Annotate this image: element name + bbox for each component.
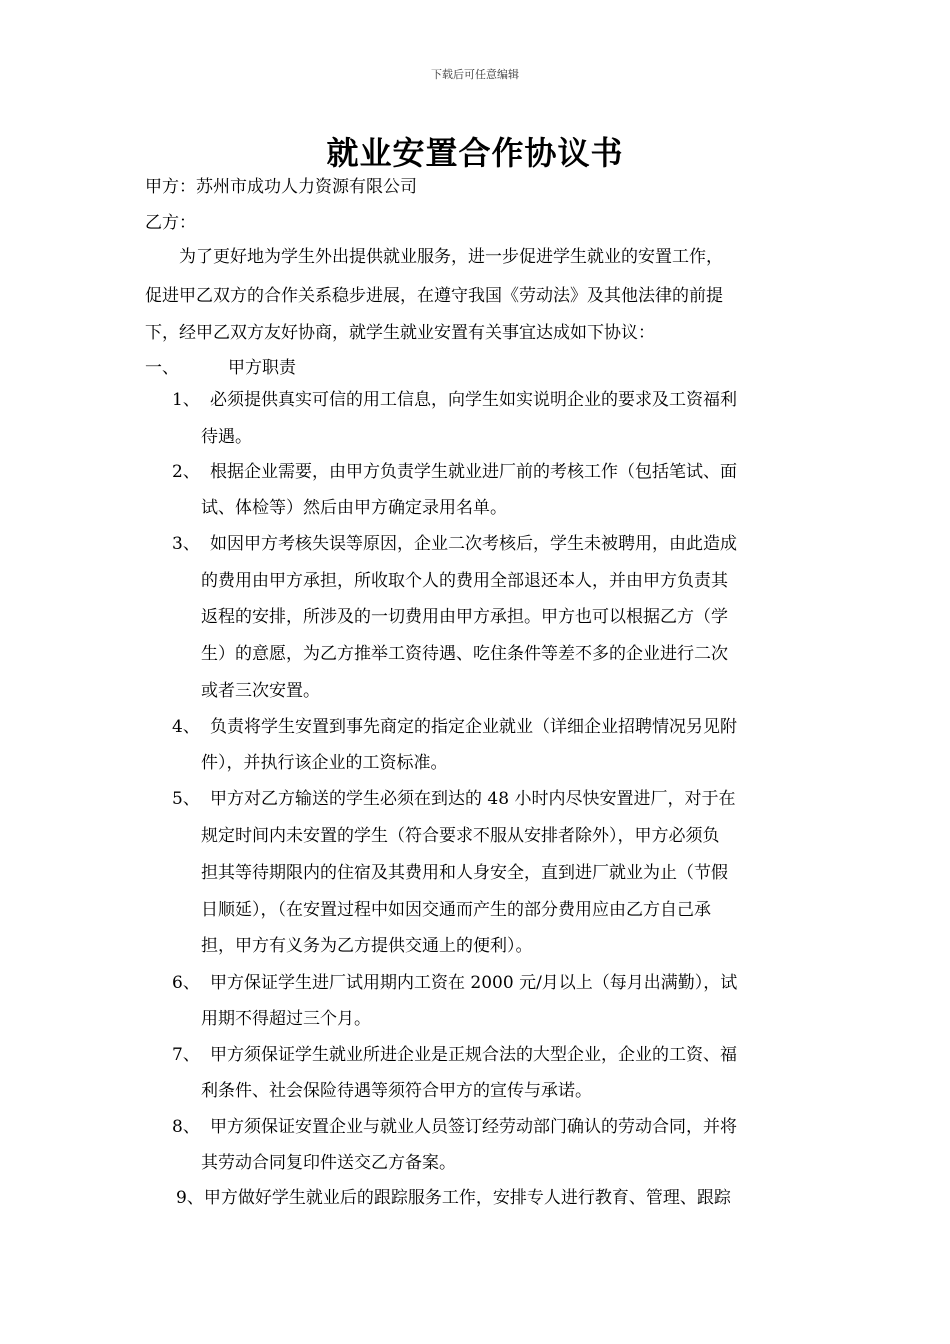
- intro-line: 为了更好地为学生外出提供就业服务，进一步促进学生就业的安置工作，: [145, 247, 723, 267]
- item-line: 甲方对乙方输送的学生必须在到达的 48 小时内尽快安置进厂，对于在: [210, 789, 736, 809]
- party-a: 甲方：苏州市成功人力资源有限公司: [145, 177, 417, 197]
- item-line: 甲方须保证学生就业所进企业是正规合法的大型企业，企业的工资、福: [210, 1045, 737, 1065]
- item-line: 其劳动合同复印件送交乙方备案。: [201, 1153, 456, 1173]
- item-line: 规定时间内未安置的学生（符合要求不服从安排者除外），甲方必须负: [201, 826, 720, 846]
- intro-line: 下，经甲乙双方友好协商，就学生就业安置有关事宜达成如下协议：: [145, 323, 655, 343]
- item-number: 2、: [172, 462, 200, 482]
- item-line: 负责将学生安置到事先商定的指定企业就业（详细企业招聘情况另见附: [210, 717, 737, 737]
- item-line: 返程的安排，所涉及的一切费用由甲方承担。甲方也可以根据乙方（学: [201, 607, 728, 627]
- item-number: 4、: [172, 717, 200, 737]
- header-note: 下载后可任意编辑: [431, 68, 519, 81]
- item-number: 8、: [172, 1117, 200, 1137]
- intro-line: 促进甲乙双方的合作关系稳步进展，在遵守我国《劳动法》及其他法律的前提: [145, 286, 723, 306]
- item-line: 件），并执行该企业的工资标准。: [201, 753, 448, 773]
- item-number: 1、: [172, 390, 200, 410]
- item-number: 5、: [172, 789, 200, 809]
- party-b: 乙方：: [145, 213, 196, 233]
- item-line: 生）的意愿，为乙方推举工资待遇、吃住条件等差不多的企业进行二次: [201, 644, 728, 664]
- item-line: 如因甲方考核失误等原因，企业二次考核后，学生未被聘用，由此造成: [210, 534, 737, 554]
- item-number: 3、: [172, 534, 200, 554]
- item-line: 或者三次安置。: [201, 681, 320, 701]
- section-title: 甲方职责: [228, 358, 296, 378]
- document-title: 就业安置合作协议书: [326, 134, 624, 172]
- item-line: 甲方保证学生进厂试用期内工资在 2000 元/月以上（每月出满勤），试: [210, 973, 738, 993]
- item-line: 日顺延），（在安置过程中如因交通而产生的部分费用应由乙方自己承: [201, 900, 711, 920]
- item-line: 9、甲方做好学生就业后的跟踪服务工作，安排专人进行教育、管理、跟踪: [176, 1188, 731, 1208]
- item-line: 担，甲方有义务为乙方提供交通上的便利）。: [201, 936, 533, 956]
- item-line: 担其等待期限内的住宿及其费用和人身安全，直到进厂就业为止（节假: [201, 863, 728, 883]
- item-line: 利条件、社会保险待遇等须符合甲方的宣传与承诺。: [201, 1081, 592, 1101]
- item-number: 7、: [172, 1045, 200, 1065]
- item-line: 甲方须保证安置企业与就业人员签订经劳动部门确认的劳动合同，并将: [210, 1117, 737, 1137]
- item-line: 的费用由甲方承担，所收取个人的费用全部退还本人，并由甲方负责其: [201, 571, 728, 591]
- item-line: 待遇。: [201, 427, 252, 447]
- item-line: 必须提供真实可信的用工信息，向学生如实说明企业的要求及工资福利: [210, 390, 737, 410]
- section-number: 一、: [145, 358, 179, 378]
- item-line: 用期不得超过三个月。: [201, 1009, 371, 1029]
- item-line: 根据企业需要，由甲方负责学生就业进厂前的考核工作（包括笔试、面: [210, 462, 737, 482]
- item-number: 6、: [172, 973, 200, 993]
- item-line: 试、体检等）然后由甲方确定录用名单。: [201, 498, 507, 518]
